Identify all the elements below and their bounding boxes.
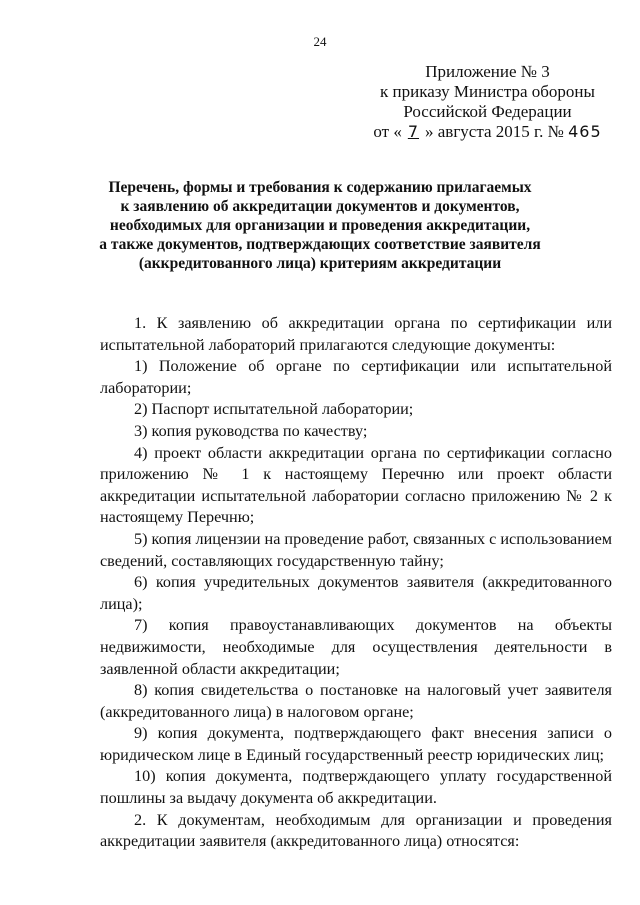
list-item: 7) копия правоустанавливающих документов на объекты недвижимости, необходимые для осуществления деятельности в заявленной области аккредитации; bbox=[100, 616, 612, 678]
page-number: 24 bbox=[313, 34, 327, 49]
list-item: 4) проект области аккредитации органа по сертификации согласно приложению № 1 к настоящему Перечню или проект области аккредитации испытательной лаборатории согласно приложению № 2 к настоящему Перечню; bbox=[100, 443, 612, 527]
title-line: Перечень, формы и требования к содержанию прилагаемых bbox=[108, 179, 532, 196]
title-line: а также документов, подтверждающих соответствие заявителя bbox=[99, 236, 541, 253]
appendix-header bbox=[355, 62, 620, 142]
title-line: (аккредитованного лица) критериям аккредитации bbox=[138, 255, 502, 272]
paragraph-2: 2. К документам, необходимым для организации и проведения аккредитации заявителя (аккредитованного лица) относятся: bbox=[100, 810, 612, 851]
list-item: 6) копия учредительных документов заявителя (аккредитованного лица); bbox=[100, 573, 612, 613]
date-prefix: от « bbox=[373, 122, 402, 141]
list-item: 9) копия документа, подтверждающего факт внесения записи о юридическом лице в Единый государственный реестр юридических лиц; bbox=[100, 724, 612, 764]
list-item: 5) копия лицензии на проведение работ, связанных с использованием сведений, составляющих государственную тайну; bbox=[100, 529, 612, 570]
appendix-line-3: Российской Федерации bbox=[403, 102, 572, 121]
date-mid: » августа 2015 г. № bbox=[425, 122, 564, 141]
title-line: к заявлению об аккредитации документов и документов, bbox=[120, 198, 520, 215]
title-line: необходимых для организации и проведения аккредитации, bbox=[109, 217, 531, 234]
appendix-line-1: Приложение № 3 bbox=[425, 62, 550, 81]
handwritten-day: 7 bbox=[407, 122, 420, 141]
appendix-date-line bbox=[355, 122, 620, 142]
list-item: 10) копия документа, подтверждающего уплату государственной пошлины за выдачу документа об аккредитации. bbox=[100, 767, 612, 808]
paragraph-1: 1. К заявлению об аккредитации органа по сертификации или испытательной лабораторий прилагаются следующие документы: bbox=[100, 314, 612, 354]
appendix-line-2: к приказу Министра обороны bbox=[380, 82, 595, 101]
document-body bbox=[100, 313, 612, 853]
document-title bbox=[80, 178, 560, 273]
list-item: 1) Положение об органе по сертификации или испытательной лаборатории; bbox=[100, 357, 612, 397]
list-item: 8) копия свидетельства о постановке на налоговый учет заявителя (аккредитованного лица) в налоговом органе; bbox=[100, 681, 612, 721]
list-item: 3) копия руководства по качеству; bbox=[134, 421, 368, 440]
handwritten-number: 465 bbox=[568, 122, 602, 141]
list-item: 2) Паспорт испытательной лаборатории; bbox=[134, 400, 414, 419]
